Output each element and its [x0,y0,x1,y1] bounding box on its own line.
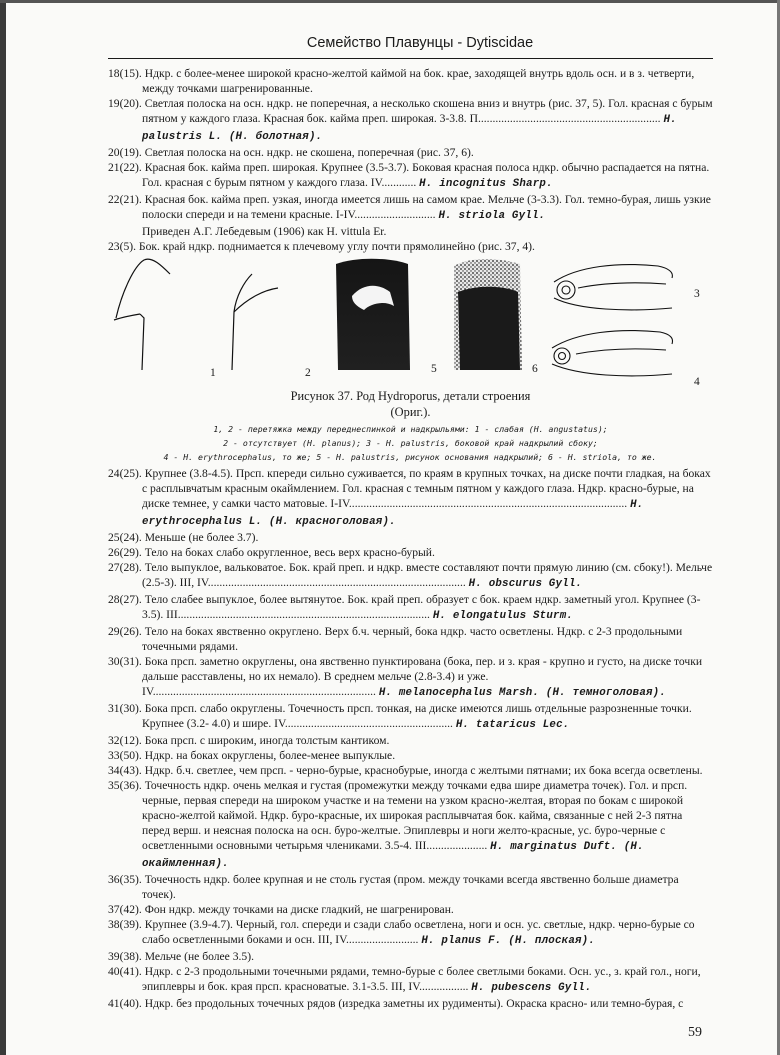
running-header: Семейство Плавунцы - Dytiscidae [306,35,534,51]
species-name: H. tataricus Lec. [455,719,570,731]
entry-number: 22(21). [108,193,142,206]
entry-text: Бока прсп. с широким, иногда толстым кантиком. [144,734,390,747]
entry-text: Красная бок. кайма преп. узкая, иногда имеется лишь на самом крае. Мельче (3-3.3). Гол. темно-бурая, лишь узкие полоски спереди и на темени красные. I-IV............................ [142,193,711,221]
entry-text: Тело на боках слабо округленное, весь верх красно-бурый. [144,546,435,559]
key-entry [108,624,713,654]
entry-number: 30(31). [108,655,142,668]
entry-text: Мельче (не более 3.5). [144,950,254,963]
key-entry [108,654,713,701]
entry-number: 19(20). [108,97,142,110]
figure-panel-3 [554,265,672,310]
entry-text: Бока прсп. слабо округлены. Точечность прсп. тонкая, на диске имеются лишь отдельные разрозненные точки. Крупнее (3.2- 4.0) и шире. IV.......................................................... [142,702,692,730]
key-entry [108,748,713,763]
entry-number: 36(35). [108,873,142,886]
figure-caption-source: (Ориг.). [390,405,431,419]
key-entry [108,949,713,964]
key-entries-bottom [108,466,713,1011]
entry-text: Ндкр. без продольных точечных рядов (изредка заметны их рудименты). Окраска красно- или темно-бурая, с [144,997,684,1010]
entry-text: Фон ндкр. между точками на диске гладкий, не шагренирован. [144,903,454,916]
figure-panel-1 [114,259,170,370]
header-rule [108,58,713,59]
species-name: H. planus F. (H. плоская). [421,935,596,947]
entry-text: Светлая полоска на осн. ндкр. не поперечная, а несколько скошена вниз и внутрь (рис. 37, 5). Гол. красная с бурым пятном у каждого глаза. Красная бок. кайма преп. широкая. 3-3.8. П............................................................... [142,97,713,125]
key-entries-top [108,66,713,254]
entry-text: Точечность ндкр. очень мелкая и густая (промежутки между точками едва шире диаметра точек). Гол. и прсп. черные, первая спереди на широком участке и на темени на узком красно-желтая, вторая по бокам с широкой красно-желтой каймой. Ндкр. буро-красные, их широкая расплывчатая бок. кайма, связанные с ней 2-3 пятна перед верш. и неясная полоска на осн. буро-желтые. Эпиплевры и ноги желто-красные, ус. буро-черные с осветленными основными четырьмя члениками. 3.5-4. III..................... [142,779,688,852]
entry-text: Меньше (не более 3.7). [144,531,259,544]
figure-panel-6 [454,259,522,370]
entry-number: 20(19). [108,146,142,159]
entry-text: Бока прсп. заметно округлены, она явственно пунктирована (бока, пер. и з. края - крупно и густо, на диске точки дальше расставлены, но их немало). В среднем мельче (2.8-3.4) и уже. IV............................................................................. [142,655,703,698]
entry-number: 41(40). [108,997,142,1010]
figure-37-drawings [108,252,713,384]
key-entry [108,66,713,96]
key-entry [108,902,713,917]
key-entry [108,145,713,160]
figure-panel-5 [336,259,410,370]
entry-number: 39(38). [108,950,142,963]
key-entry [108,96,713,145]
entry-number: 25(24). [108,531,142,544]
entry-text: Ндкр. б.ч. светлее, чем прсп. - черно-бурые, краснобурые, иногда с желтыми пятнами; их бока всегда осветлены. [144,764,703,777]
key-entry [108,466,713,530]
figure-label-5: 5 [431,363,437,375]
species-name: H. pubescens Gyll. [471,982,592,994]
figure-label-4: 4 [694,376,700,388]
species-name: H. incognitus Sharp. [419,178,553,190]
entry-text: Точечность ндкр. более крупная и не столь густая (пром. между точками всегда явственно больше диаметра точек). [142,873,679,901]
entry-text: Крупнее (3.9-4.7). Черный, гол. спереди и сзади слабо осветлена, ноги и осн. ус. светлые, ндкр. черно-бурые со слабо осветленными боками и осн. III, IV......................... [142,918,695,946]
figure-legend-line-2: 2 - отсутствует (H. planus); 3 - H. palustris, боковой край надкрылий сбоку; [223,438,598,448]
key-entry [108,192,713,224]
entry-text: Светлая полоска на осн. ндкр. не скошена, поперечная (рис. 37, 6). [144,146,474,159]
figure-panel-2 [232,274,278,370]
entry-number: 31(30). [108,702,142,715]
species-name: H. obscurus Gyll. [468,578,583,590]
species-name: H. erythrocephalus L. (H. красноголовая). [142,499,644,528]
entry-number: 29(26). [108,625,142,638]
key-entry [108,917,713,949]
key-entry [108,733,713,748]
key-entry [108,872,713,902]
figure-37 [108,252,713,388]
entry-number: 28(27). [108,593,142,606]
entry-number: 37(42). [108,903,142,916]
figure-legend-line-3: 4 - H. erythrocephalus, то же; 5 - H. palustris, рисунок основания надкрылий; 6 - H. striola, то же. [163,452,657,462]
entry-number: 24(25). [108,467,142,480]
figure-label-1: 1 [210,367,216,379]
entry-text: Красная бок. кайма преп. широкая. Крупнее (3.5-3.7). Боковая красная полоса ндкр. обычно распадается на пятна. Гол. красная с бурым пятном у каждого глаза. IV............ [142,161,710,189]
species-name: H. striola Gyll. [438,210,546,222]
entry-number: 38(39). [108,918,142,931]
entry-text: Крупнее (3.8-4.5). Прсп. кпереди сильно суживается, по краям в крупных точках, на диске почти гладкая, на боках с расплывчатым красным окаймлением. Гол. красная с темным пятном у каждого глаза. Ндкр. красно-бурые, на диске темнее, у самки часто матовые. I-IV................................................................................................ [142,467,711,510]
entry-text: Тело слабее выпуклое, более вытянутое. Бок. край преп. образует с бок. краем ндкр. заметный угол. Крупнее (3-3.5). III....................................................................................... [142,593,701,621]
species-name: H. melanocephalus Marsh. (H. темноголовая). [378,687,667,699]
key-entry [108,530,713,545]
key-entry [108,592,713,624]
entry-number: 35(36). [108,779,142,792]
entry-number: 26(29). [108,546,142,559]
scan-edge-top [0,0,780,3]
scan-edge-left [0,0,6,1055]
figure-legend-line-1: 1, 2 - перетяжка между переднеспинкой и надкрыльями: 1 - слабая (H. angustatus); [213,424,608,434]
figure-panel-4 [552,331,673,376]
page-number: 59 [688,1025,702,1040]
key-entry [108,778,713,872]
figure-label-3: 3 [694,288,700,300]
entry-text: Ндкр. с более-менее широкой красно-желтой каймой на бок. крае, заходящей внутрь вдоль осн. и в з. четверти, между точками шагренированные. [142,67,695,95]
figure-label-2: 2 [305,367,311,379]
entry-number: 40(41). [108,965,142,978]
key-entry [108,996,713,1011]
entry-number: 27(28). [108,561,142,574]
key-entry [108,701,713,733]
species-name: H. elongatulus Sturm. [432,610,574,622]
figure-label-6: 6 [532,363,538,375]
figure-caption-title: Рисунок 37. Род Hydroporus, детали строения [290,389,531,403]
species-name: H. palustris L. (H. болотная). [142,114,677,143]
key-entry [108,545,713,560]
entry-number: 23(5). [108,240,137,253]
key-entry [108,560,713,592]
key-entry [108,964,713,996]
entry-number: 32(12). [108,734,142,747]
entry-number: 34(43). [108,764,142,777]
entry-number: 21(22). [108,161,142,174]
key-entry [108,160,713,192]
entry-note: Приведен А.Г. Лебедевым (1906) как H. vittula Er. [142,225,387,238]
key-entry [108,763,713,778]
entry-number: 33(50). [108,749,142,762]
entry-text: Бок. край ндкр. поднимается к плечевому углу почти прямолинейно (рис. 37, 4). [138,240,535,253]
entry-text: Тело на боках явственно округлено. Верх б.ч. черный, бока ндкр. часто осветлены. Ндкр. с 2-3 продольными точечными рядами. [142,625,683,653]
entry-number: 18(15). [108,67,142,80]
species-name: H. marginatus Duft. (H. окаймленная). [142,841,644,870]
entry-text: Ндкр. на боках округлены, более-менее выпуклые. [144,749,396,762]
entry-text: Ндкр. с 2-3 продольными точечными рядами, темно-бурые с более светлыми боками. Осн. ус., з. край гол., ноги, эпиплевры и бок. края прсп. красноватые. 3.1-3.5. III, IV................. [142,965,701,993]
entry-text: Тело выпуклое, вальковатое. Бок. край преп. и ндкр. вместе составляют почти прямую линию (см. сбоку!). Мельче (2.5-3). III, IV......................................................................................... [142,561,713,589]
